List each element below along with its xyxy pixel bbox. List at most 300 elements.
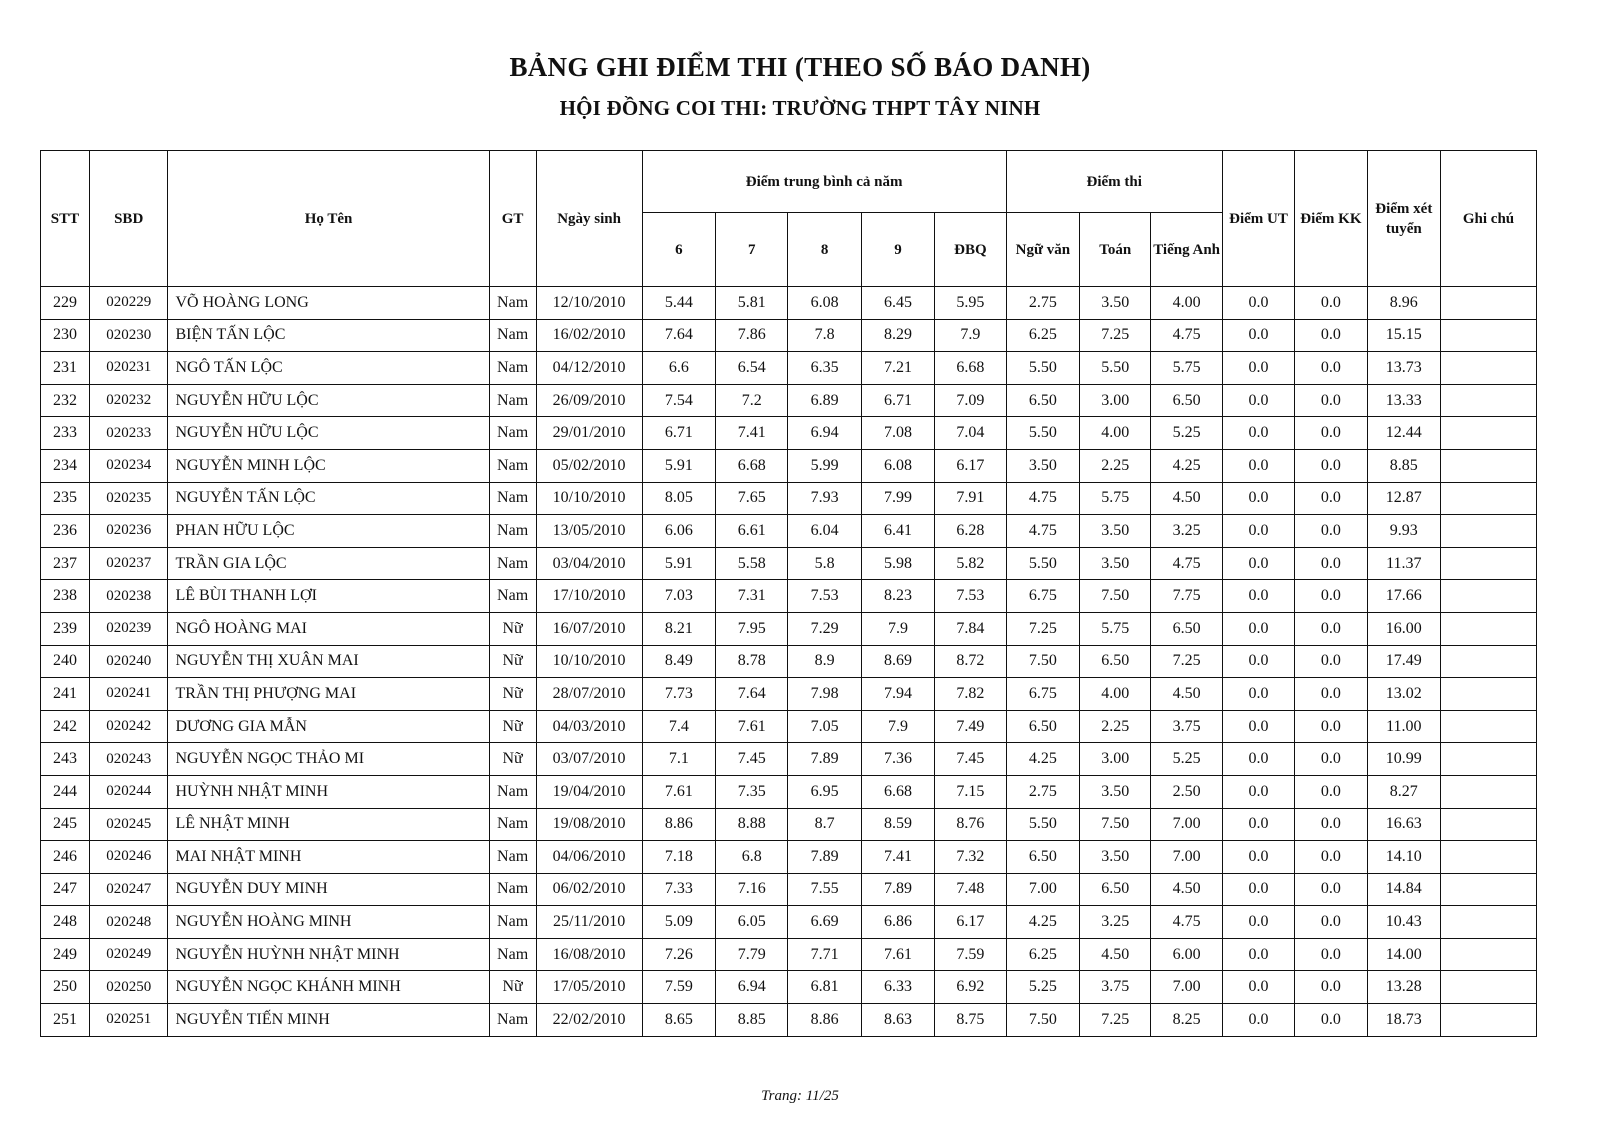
header-ngu-van: Ngữ văn bbox=[1006, 213, 1079, 287]
cell-gt: Nữ bbox=[489, 612, 536, 645]
cell-ho-ten: NGUYỄN THỊ XUÂN MAI bbox=[168, 645, 489, 678]
cell-dtb-7: 5.58 bbox=[716, 547, 788, 580]
header-ngay-sinh: Ngày sinh bbox=[536, 151, 642, 287]
cell-ngay-sinh: 19/04/2010 bbox=[536, 775, 642, 808]
cell-gt: Nam bbox=[489, 1004, 536, 1037]
cell-stt: 235 bbox=[41, 482, 90, 515]
cell-ho-ten: BIỆN TẤN LỘC bbox=[168, 319, 489, 352]
table-row bbox=[41, 319, 1537, 352]
cell-gt: Nam bbox=[489, 384, 536, 417]
cell-tieng-anh: 7.00 bbox=[1151, 841, 1222, 874]
cell-gt: Nam bbox=[489, 482, 536, 515]
cell-dtb-6: 6.06 bbox=[642, 515, 715, 548]
cell-dtb-8: 6.81 bbox=[788, 971, 861, 1004]
cell-diem-ut: 0.0 bbox=[1222, 775, 1294, 808]
cell-sbd: 020241 bbox=[89, 678, 168, 711]
cell-toan: 5.75 bbox=[1080, 612, 1151, 645]
cell-ngay-sinh: 05/02/2010 bbox=[536, 449, 642, 482]
cell-ngu-van: 5.50 bbox=[1006, 547, 1079, 580]
cell-ngay-sinh: 16/02/2010 bbox=[536, 319, 642, 352]
cell-ho-ten: TRẦN THỊ PHƯỢNG MAI bbox=[168, 678, 489, 711]
cell-ngay-sinh: 04/12/2010 bbox=[536, 352, 642, 385]
cell-ngay-sinh: 19/08/2010 bbox=[536, 808, 642, 841]
cell-stt: 238 bbox=[41, 580, 90, 613]
cell-sbd: 020240 bbox=[89, 645, 168, 678]
cell-tieng-anh: 3.25 bbox=[1151, 515, 1222, 548]
cell-diem-kk: 0.0 bbox=[1295, 417, 1367, 450]
cell-tieng-anh: 6.50 bbox=[1151, 384, 1222, 417]
cell-diem-ut: 0.0 bbox=[1222, 1004, 1294, 1037]
cell-dtb-6: 8.21 bbox=[642, 612, 715, 645]
cell-ho-ten: HUỲNH NHẬT MINH bbox=[168, 775, 489, 808]
cell-ho-ten: VÕ HOÀNG LONG bbox=[168, 287, 489, 320]
cell-ho-ten: PHAN HỮU LỘC bbox=[168, 515, 489, 548]
cell-gt: Nam bbox=[489, 580, 536, 613]
cell-dtb-9: 6.86 bbox=[861, 906, 934, 939]
cell-ho-ten: NGUYỄN TẤN LỘC bbox=[168, 482, 489, 515]
cell-ho-ten: DƯƠNG GIA MẪN bbox=[168, 710, 489, 743]
cell-dtb-6: 7.64 bbox=[642, 319, 715, 352]
cell-diem-ut: 0.0 bbox=[1222, 971, 1294, 1004]
cell-ngay-sinh: 17/10/2010 bbox=[536, 580, 642, 613]
cell-toan: 5.75 bbox=[1080, 482, 1151, 515]
cell-ho-ten: NGUYỄN HỮU LỘC bbox=[168, 417, 489, 450]
cell-dtb-6: 5.91 bbox=[642, 449, 715, 482]
cell-ho-ten: NGUYỄN HUỲNH NHẬT MINH bbox=[168, 938, 489, 971]
cell-ngay-sinh: 03/07/2010 bbox=[536, 743, 642, 776]
cell-diem-kk: 0.0 bbox=[1295, 873, 1367, 906]
cell-dtb-6: 5.91 bbox=[642, 547, 715, 580]
cell-stt: 240 bbox=[41, 645, 90, 678]
cell-diem-kk: 0.0 bbox=[1295, 287, 1367, 320]
cell-dtb-6: 7.18 bbox=[642, 841, 715, 874]
cell-dtb-8: 7.93 bbox=[788, 482, 861, 515]
cell-dtb-9: 7.21 bbox=[861, 352, 934, 385]
cell-ghi-chu bbox=[1441, 775, 1537, 808]
cell-dbq: 6.28 bbox=[935, 515, 1006, 548]
cell-ho-ten: NGUYỄN NGỌC KHÁNH MINH bbox=[168, 971, 489, 1004]
cell-ngu-van: 7.25 bbox=[1006, 612, 1079, 645]
cell-ho-ten: NGUYỄN TIẾN MINH bbox=[168, 1004, 489, 1037]
cell-gt: Nam bbox=[489, 873, 536, 906]
cell-dtb-9: 5.98 bbox=[861, 547, 934, 580]
cell-stt: 246 bbox=[41, 841, 90, 874]
cell-diem-kk: 0.0 bbox=[1295, 971, 1367, 1004]
cell-ngay-sinh: 22/02/2010 bbox=[536, 1004, 642, 1037]
cell-dtb-6: 7.33 bbox=[642, 873, 715, 906]
cell-ho-ten: LÊ NHẬT MINH bbox=[168, 808, 489, 841]
cell-dtb-7: 7.2 bbox=[716, 384, 788, 417]
cell-dtb-8: 6.04 bbox=[788, 515, 861, 548]
table-row bbox=[41, 515, 1537, 548]
cell-stt: 251 bbox=[41, 1004, 90, 1037]
cell-dbq: 5.95 bbox=[935, 287, 1006, 320]
cell-ngu-van: 5.50 bbox=[1006, 417, 1079, 450]
cell-gt: Nam bbox=[489, 449, 536, 482]
cell-diem-ut: 0.0 bbox=[1222, 938, 1294, 971]
cell-diem-kk: 0.0 bbox=[1295, 1004, 1367, 1037]
header-ghi-chu: Ghi chú bbox=[1441, 151, 1537, 287]
cell-dtb-7: 6.8 bbox=[716, 841, 788, 874]
cell-dtb-7: 8.78 bbox=[716, 645, 788, 678]
cell-ho-ten: NGUYỄN DUY MINH bbox=[168, 873, 489, 906]
cell-tieng-anh: 4.75 bbox=[1151, 547, 1222, 580]
cell-diem-xet-tuyen: 12.87 bbox=[1367, 482, 1440, 515]
cell-diem-kk: 0.0 bbox=[1295, 645, 1367, 678]
cell-toan: 3.50 bbox=[1080, 841, 1151, 874]
cell-ngu-van: 6.75 bbox=[1006, 678, 1079, 711]
cell-toan: 7.25 bbox=[1080, 1004, 1151, 1037]
cell-diem-xet-tuyen: 13.73 bbox=[1367, 352, 1440, 385]
cell-diem-xet-tuyen: 14.00 bbox=[1367, 938, 1440, 971]
table-row bbox=[41, 612, 1537, 645]
table-row bbox=[41, 352, 1537, 385]
cell-dtb-6: 7.54 bbox=[642, 384, 715, 417]
cell-dbq: 6.68 bbox=[935, 352, 1006, 385]
cell-sbd: 020236 bbox=[89, 515, 168, 548]
cell-dtb-6: 7.03 bbox=[642, 580, 715, 613]
cell-diem-ut: 0.0 bbox=[1222, 710, 1294, 743]
table-row bbox=[41, 971, 1537, 1004]
cell-ngu-van: 5.25 bbox=[1006, 971, 1079, 1004]
cell-ghi-chu bbox=[1441, 580, 1537, 613]
cell-sbd: 020233 bbox=[89, 417, 168, 450]
cell-ho-ten: NGUYỄN HOÀNG MINH bbox=[168, 906, 489, 939]
header-grade-9: 9 bbox=[861, 213, 934, 287]
cell-dtb-9: 7.9 bbox=[861, 612, 934, 645]
cell-ngay-sinh: 25/11/2010 bbox=[536, 906, 642, 939]
table-row bbox=[41, 547, 1537, 580]
exam-council-subtitle: HỘI ĐỒNG COI THI: TRƯỜNG THPT TÂY NINH bbox=[559, 96, 1041, 120]
cell-dtb-6: 7.61 bbox=[642, 775, 715, 808]
cell-dtb-8: 6.35 bbox=[788, 352, 861, 385]
cell-dtb-7: 8.85 bbox=[716, 1004, 788, 1037]
table-row bbox=[41, 417, 1537, 450]
cell-gt: Nam bbox=[489, 906, 536, 939]
cell-dtb-9: 7.36 bbox=[861, 743, 934, 776]
cell-dtb-7: 6.54 bbox=[716, 352, 788, 385]
cell-ghi-chu bbox=[1441, 971, 1537, 1004]
cell-tieng-anh: 7.00 bbox=[1151, 808, 1222, 841]
cell-gt: Nam bbox=[489, 841, 536, 874]
cell-diem-ut: 0.0 bbox=[1222, 515, 1294, 548]
cell-dtb-8: 6.69 bbox=[788, 906, 861, 939]
cell-diem-kk: 0.0 bbox=[1295, 580, 1367, 613]
table-row bbox=[41, 645, 1537, 678]
cell-toan: 3.75 bbox=[1080, 971, 1151, 1004]
table-row bbox=[41, 841, 1537, 874]
cell-sbd: 020244 bbox=[89, 775, 168, 808]
cell-diem-ut: 0.0 bbox=[1222, 612, 1294, 645]
cell-diem-ut: 0.0 bbox=[1222, 873, 1294, 906]
cell-dtb-7: 7.35 bbox=[716, 775, 788, 808]
cell-diem-kk: 0.0 bbox=[1295, 743, 1367, 776]
cell-ho-ten: TRẦN GIA LỘC bbox=[168, 547, 489, 580]
cell-diem-kk: 0.0 bbox=[1295, 352, 1367, 385]
cell-ghi-chu bbox=[1441, 449, 1537, 482]
cell-dtb-8: 7.98 bbox=[788, 678, 861, 711]
cell-dtb-9: 6.41 bbox=[861, 515, 934, 548]
cell-dtb-9: 7.08 bbox=[861, 417, 934, 450]
cell-dtb-8: 7.05 bbox=[788, 710, 861, 743]
cell-ho-ten: LÊ BÙI THANH LỢI bbox=[168, 580, 489, 613]
cell-dtb-8: 7.55 bbox=[788, 873, 861, 906]
table-row bbox=[41, 580, 1537, 613]
cell-ngu-van: 6.25 bbox=[1006, 938, 1079, 971]
cell-ngu-van: 5.50 bbox=[1006, 808, 1079, 841]
table-row bbox=[41, 710, 1537, 743]
cell-stt: 244 bbox=[41, 775, 90, 808]
cell-ngay-sinh: 16/07/2010 bbox=[536, 612, 642, 645]
cell-diem-xet-tuyen: 12.44 bbox=[1367, 417, 1440, 450]
cell-sbd: 020251 bbox=[89, 1004, 168, 1037]
cell-sbd: 020237 bbox=[89, 547, 168, 580]
cell-gt: Nam bbox=[489, 417, 536, 450]
cell-ghi-chu bbox=[1441, 319, 1537, 352]
cell-toan: 3.50 bbox=[1080, 287, 1151, 320]
cell-dtb-8: 8.7 bbox=[788, 808, 861, 841]
cell-tieng-anh: 7.25 bbox=[1151, 645, 1222, 678]
cell-sbd: 020234 bbox=[89, 449, 168, 482]
cell-diem-xet-tuyen: 10.43 bbox=[1367, 906, 1440, 939]
cell-toan: 4.50 bbox=[1080, 938, 1151, 971]
header-diem-ut: Điểm UT bbox=[1222, 151, 1294, 287]
cell-diem-xet-tuyen: 11.00 bbox=[1367, 710, 1440, 743]
cell-diem-xet-tuyen: 8.85 bbox=[1367, 449, 1440, 482]
cell-tieng-anh: 6.50 bbox=[1151, 612, 1222, 645]
cell-diem-xet-tuyen: 17.49 bbox=[1367, 645, 1440, 678]
cell-diem-kk: 0.0 bbox=[1295, 678, 1367, 711]
cell-dbq: 8.75 bbox=[935, 1004, 1006, 1037]
cell-dtb-9: 8.29 bbox=[861, 319, 934, 352]
cell-diem-xet-tuyen: 16.00 bbox=[1367, 612, 1440, 645]
table-row bbox=[41, 1004, 1537, 1037]
cell-ngu-van: 7.50 bbox=[1006, 645, 1079, 678]
cell-dbq: 7.48 bbox=[935, 873, 1006, 906]
cell-ghi-chu bbox=[1441, 873, 1537, 906]
cell-dtb-9: 7.99 bbox=[861, 482, 934, 515]
cell-diem-xet-tuyen: 13.02 bbox=[1367, 678, 1440, 711]
cell-tieng-anh: 7.00 bbox=[1151, 971, 1222, 1004]
cell-ho-ten: NGUYỄN MINH LỘC bbox=[168, 449, 489, 482]
cell-dtb-8: 8.86 bbox=[788, 1004, 861, 1037]
cell-sbd: 020250 bbox=[89, 971, 168, 1004]
cell-sbd: 020248 bbox=[89, 906, 168, 939]
cell-ngu-van: 6.25 bbox=[1006, 319, 1079, 352]
cell-dtb-6: 7.26 bbox=[642, 938, 715, 971]
cell-stt: 247 bbox=[41, 873, 90, 906]
cell-ghi-chu bbox=[1441, 547, 1537, 580]
cell-ngay-sinh: 10/10/2010 bbox=[536, 645, 642, 678]
cell-dtb-7: 7.45 bbox=[716, 743, 788, 776]
cell-tieng-anh: 5.25 bbox=[1151, 417, 1222, 450]
cell-stt: 232 bbox=[41, 384, 90, 417]
cell-toan: 3.50 bbox=[1080, 547, 1151, 580]
cell-diem-kk: 0.0 bbox=[1295, 384, 1367, 417]
table-header bbox=[41, 151, 1537, 287]
cell-dtb-7: 7.31 bbox=[716, 580, 788, 613]
table-row bbox=[41, 808, 1537, 841]
cell-stt: 233 bbox=[41, 417, 90, 450]
cell-dbq: 7.59 bbox=[935, 938, 1006, 971]
cell-diem-ut: 0.0 bbox=[1222, 743, 1294, 776]
cell-toan: 2.25 bbox=[1080, 710, 1151, 743]
cell-dtb-8: 5.99 bbox=[788, 449, 861, 482]
cell-gt: Nữ bbox=[489, 678, 536, 711]
cell-ghi-chu bbox=[1441, 352, 1537, 385]
cell-dtb-8: 7.53 bbox=[788, 580, 861, 613]
cell-gt: Nữ bbox=[489, 743, 536, 776]
cell-ngay-sinh: 10/10/2010 bbox=[536, 482, 642, 515]
cell-ghi-chu bbox=[1441, 938, 1537, 971]
cell-sbd: 020229 bbox=[89, 287, 168, 320]
cell-dbq: 6.92 bbox=[935, 971, 1006, 1004]
page-number: Trang: 11/25 bbox=[761, 1088, 839, 1104]
cell-tieng-anh: 2.50 bbox=[1151, 775, 1222, 808]
cell-sbd: 020232 bbox=[89, 384, 168, 417]
cell-sbd: 020230 bbox=[89, 319, 168, 352]
cell-dtb-9: 6.45 bbox=[861, 287, 934, 320]
cell-gt: Nữ bbox=[489, 645, 536, 678]
header-tieng-anh: Tiếng Anh bbox=[1151, 213, 1222, 287]
cell-ngu-van: 6.50 bbox=[1006, 841, 1079, 874]
cell-dtb-9: 6.08 bbox=[861, 449, 934, 482]
cell-ghi-chu bbox=[1441, 482, 1537, 515]
cell-diem-xet-tuyen: 18.73 bbox=[1367, 1004, 1440, 1037]
cell-dtb-9: 8.23 bbox=[861, 580, 934, 613]
cell-ghi-chu bbox=[1441, 808, 1537, 841]
cell-sbd: 020239 bbox=[89, 612, 168, 645]
cell-dtb-6: 8.86 bbox=[642, 808, 715, 841]
cell-gt: Nam bbox=[489, 319, 536, 352]
cell-dtb-6: 8.05 bbox=[642, 482, 715, 515]
cell-toan: 7.50 bbox=[1080, 808, 1151, 841]
cell-diem-xet-tuyen: 13.28 bbox=[1367, 971, 1440, 1004]
cell-tieng-anh: 4.50 bbox=[1151, 873, 1222, 906]
cell-dtb-6: 7.73 bbox=[642, 678, 715, 711]
header-dbq: ĐBQ bbox=[935, 213, 1006, 287]
cell-dtb-9: 7.41 bbox=[861, 841, 934, 874]
cell-sbd: 020247 bbox=[89, 873, 168, 906]
cell-diem-ut: 0.0 bbox=[1222, 580, 1294, 613]
cell-dbq: 7.32 bbox=[935, 841, 1006, 874]
cell-dtb-9: 6.33 bbox=[861, 971, 934, 1004]
cell-ngay-sinh: 13/05/2010 bbox=[536, 515, 642, 548]
cell-diem-xet-tuyen: 14.10 bbox=[1367, 841, 1440, 874]
cell-sbd: 020238 bbox=[89, 580, 168, 613]
cell-diem-kk: 0.0 bbox=[1295, 319, 1367, 352]
cell-ho-ten: NGUYỄN HỮU LỘC bbox=[168, 384, 489, 417]
cell-dtb-9: 7.94 bbox=[861, 678, 934, 711]
cell-dtb-6: 7.1 bbox=[642, 743, 715, 776]
cell-toan: 3.25 bbox=[1080, 906, 1151, 939]
cell-diem-ut: 0.0 bbox=[1222, 449, 1294, 482]
cell-gt: Nam bbox=[489, 547, 536, 580]
cell-dtb-7: 7.41 bbox=[716, 417, 788, 450]
cell-sbd: 020245 bbox=[89, 808, 168, 841]
cell-stt: 248 bbox=[41, 906, 90, 939]
cell-stt: 250 bbox=[41, 971, 90, 1004]
cell-dtb-8: 7.89 bbox=[788, 743, 861, 776]
cell-ghi-chu bbox=[1441, 287, 1537, 320]
cell-ngay-sinh: 04/03/2010 bbox=[536, 710, 642, 743]
cell-toan: 7.50 bbox=[1080, 580, 1151, 613]
cell-dtb-7: 8.88 bbox=[716, 808, 788, 841]
cell-toan: 6.50 bbox=[1080, 645, 1151, 678]
cell-tieng-anh: 5.75 bbox=[1151, 352, 1222, 385]
cell-dtb-7: 7.64 bbox=[716, 678, 788, 711]
cell-ngu-van: 4.25 bbox=[1006, 743, 1079, 776]
cell-tieng-anh: 4.50 bbox=[1151, 678, 1222, 711]
cell-dtb-7: 5.81 bbox=[716, 287, 788, 320]
cell-dtb-6: 5.44 bbox=[642, 287, 715, 320]
cell-ngay-sinh: 17/05/2010 bbox=[536, 971, 642, 1004]
cell-gt: Nữ bbox=[489, 971, 536, 1004]
header-diem-xet-tuyen: Điểm xét tuyển bbox=[1367, 151, 1440, 287]
cell-diem-ut: 0.0 bbox=[1222, 417, 1294, 450]
cell-toan: 4.00 bbox=[1080, 417, 1151, 450]
cell-dtb-7: 7.79 bbox=[716, 938, 788, 971]
cell-sbd: 020242 bbox=[89, 710, 168, 743]
cell-ngu-van: 4.75 bbox=[1006, 482, 1079, 515]
cell-dtb-8: 6.94 bbox=[788, 417, 861, 450]
cell-stt: 243 bbox=[41, 743, 90, 776]
header-stt: STT bbox=[41, 151, 90, 287]
cell-ngay-sinh: 26/09/2010 bbox=[536, 384, 642, 417]
cell-diem-ut: 0.0 bbox=[1222, 906, 1294, 939]
cell-gt: Nam bbox=[489, 352, 536, 385]
cell-ghi-chu bbox=[1441, 841, 1537, 874]
cell-diem-xet-tuyen: 14.84 bbox=[1367, 873, 1440, 906]
cell-dtb-9: 8.69 bbox=[861, 645, 934, 678]
header-sbd: SBD bbox=[89, 151, 168, 287]
table-row bbox=[41, 482, 1537, 515]
cell-diem-kk: 0.0 bbox=[1295, 775, 1367, 808]
cell-dtb-8: 7.71 bbox=[788, 938, 861, 971]
table-row bbox=[41, 743, 1537, 776]
header-grade-7: 7 bbox=[716, 213, 788, 287]
cell-dtb-7: 7.16 bbox=[716, 873, 788, 906]
cell-sbd: 020231 bbox=[89, 352, 168, 385]
cell-dbq: 7.15 bbox=[935, 775, 1006, 808]
cell-diem-xet-tuyen: 8.96 bbox=[1367, 287, 1440, 320]
header-diem-thi-group: Điểm thi bbox=[1006, 151, 1222, 213]
cell-tieng-anh: 8.25 bbox=[1151, 1004, 1222, 1037]
cell-diem-kk: 0.0 bbox=[1295, 515, 1367, 548]
cell-ngu-van: 2.75 bbox=[1006, 287, 1079, 320]
cell-ghi-chu bbox=[1441, 612, 1537, 645]
cell-tieng-anh: 4.50 bbox=[1151, 482, 1222, 515]
cell-dtb-9: 8.59 bbox=[861, 808, 934, 841]
cell-diem-kk: 0.0 bbox=[1295, 449, 1367, 482]
cell-ho-ten: NGÔ HOÀNG MAI bbox=[168, 612, 489, 645]
cell-ngay-sinh: 12/10/2010 bbox=[536, 287, 642, 320]
cell-diem-xet-tuyen: 10.99 bbox=[1367, 743, 1440, 776]
cell-diem-kk: 0.0 bbox=[1295, 938, 1367, 971]
header-diem-kk: Điểm KK bbox=[1295, 151, 1367, 287]
cell-tieng-anh: 6.00 bbox=[1151, 938, 1222, 971]
cell-dbq: 7.09 bbox=[935, 384, 1006, 417]
cell-diem-ut: 0.0 bbox=[1222, 808, 1294, 841]
cell-stt: 245 bbox=[41, 808, 90, 841]
cell-dbq: 7.82 bbox=[935, 678, 1006, 711]
cell-toan: 2.25 bbox=[1080, 449, 1151, 482]
cell-sbd: 020246 bbox=[89, 841, 168, 874]
cell-diem-ut: 0.0 bbox=[1222, 319, 1294, 352]
table-row bbox=[41, 384, 1537, 417]
cell-dbq: 8.76 bbox=[935, 808, 1006, 841]
cell-dbq: 7.45 bbox=[935, 743, 1006, 776]
